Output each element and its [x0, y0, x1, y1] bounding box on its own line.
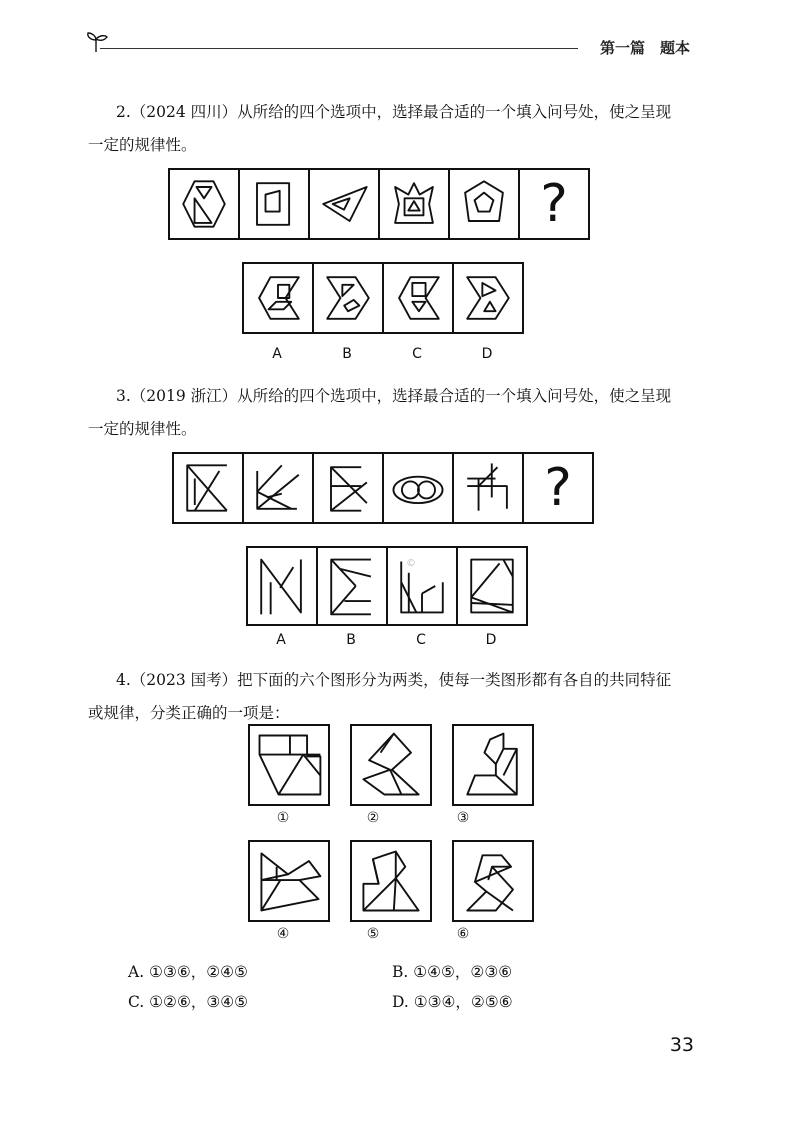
q2-option-b[interactable] — [312, 262, 384, 334]
q3-figure-1 — [172, 452, 244, 524]
q4-figure-6 — [452, 840, 534, 922]
question-3-text: 3.（2019 浙江）从所给的四个选项中，选择最合适的一个填入问号处，使之呈现 一定的规律性。 — [88, 387, 672, 438]
watermark: © — [406, 558, 416, 569]
q4-figure-4 — [248, 840, 330, 922]
q2-figure-2 — [238, 168, 310, 240]
q2-figure-3 — [308, 168, 380, 240]
q3-option-c[interactable] — [386, 546, 458, 626]
q4-row2-labels: ④ ⑤ ⑥ — [276, 926, 470, 942]
q4-row1-labels: ① ② ③ — [276, 810, 470, 826]
question-3-options — [246, 546, 528, 626]
q4-answer-d[interactable]: D. ①③④，②⑤⑥ — [392, 993, 513, 1011]
q2-figure-5 — [448, 168, 520, 240]
q2-option-labels: A B C D — [272, 346, 493, 362]
q4-figure-1 — [248, 724, 330, 806]
q3-option-d[interactable] — [456, 546, 528, 626]
page-number: 33 — [669, 1034, 694, 1056]
q3-figure-5 — [452, 452, 524, 524]
q3-option-labels: A B C D — [276, 632, 497, 648]
question-3-sequence — [172, 452, 594, 524]
q4-figure-2 — [350, 724, 432, 806]
q3-option-a[interactable] — [246, 546, 318, 626]
q4-figure-3 — [452, 724, 534, 806]
question-4-text: 4.（2023 国考）把下面的六个图形分为两类，使每一类图形都有各自的共同特征 或规律，分类正确的一项是： — [88, 671, 672, 722]
q2-figure-4 — [378, 168, 450, 240]
q3-figure-2 — [242, 452, 314, 524]
q2-option-a[interactable] — [242, 262, 314, 334]
q4-figure-5 — [350, 840, 432, 922]
question-2-sequence — [168, 168, 590, 240]
header-rule — [100, 48, 578, 49]
q2-option-c[interactable] — [382, 262, 454, 334]
q4-answer-c[interactable]: C. ①②⑥，③④⑤ — [128, 993, 249, 1011]
q4-answer-b[interactable]: B. ①④⑤，②③⑥ — [392, 963, 513, 981]
q3-option-b[interactable] — [316, 546, 388, 626]
q3-figure-3 — [312, 452, 384, 524]
question-2-text: 2.（2024 四川）从所给的四个选项中，选择最合适的一个填入问号处，使之呈现 一定的规律性。 — [88, 103, 672, 154]
q3-figure-4 — [382, 452, 454, 524]
q3-question-mark: ? — [522, 452, 594, 524]
q2-question-mark: ? — [518, 168, 590, 240]
question-2-options — [242, 262, 524, 334]
sprout-icon — [84, 30, 110, 54]
q2-figure-1 — [168, 168, 240, 240]
header-title: 第一篇 题本 — [599, 39, 690, 57]
q2-option-d[interactable] — [452, 262, 524, 334]
q4-answer-a[interactable]: A. ①③⑥，②④⑤ — [128, 963, 248, 981]
